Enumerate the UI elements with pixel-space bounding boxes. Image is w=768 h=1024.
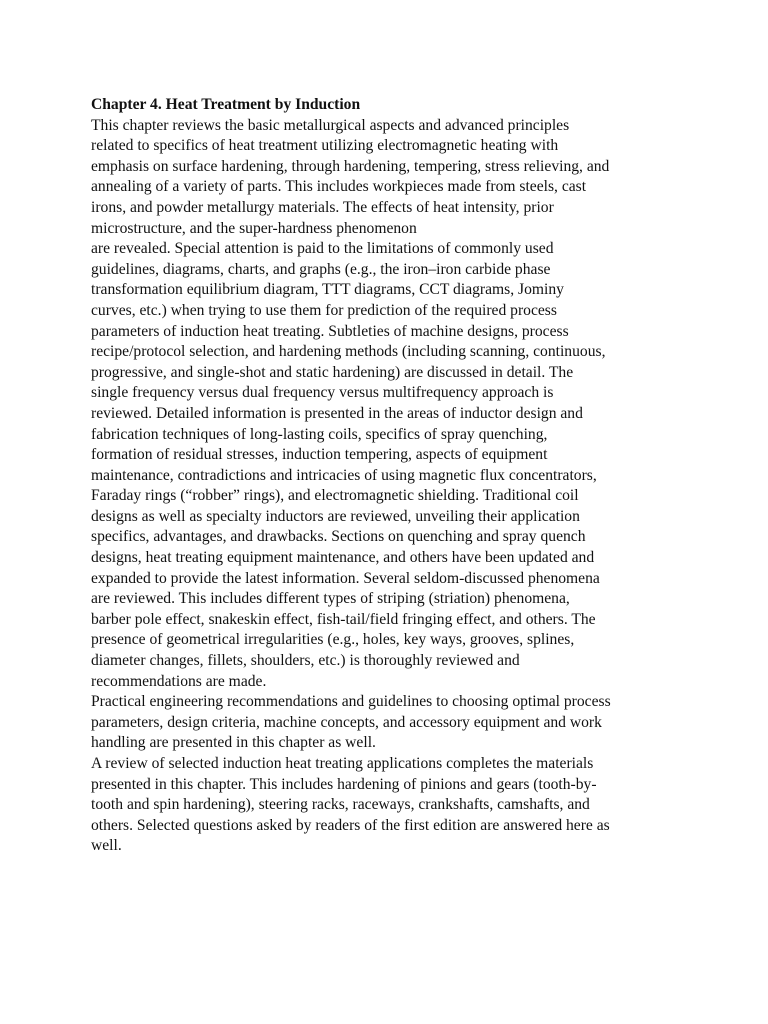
body-line: specifics, advantages, and drawbacks. Sections on quenching and spray quench <box>91 528 586 546</box>
body-line: irons, and powder metallurgy materials. The effects of heat intensity, prior <box>91 198 554 216</box>
body-line: tooth and spin hardening), steering racks, raceways, crankshafts, camshafts, and <box>91 796 590 814</box>
body-line: parameters of induction heat treating. Subtleties of machine designs, process <box>91 322 569 340</box>
body-line: handling are presented in this chapter as well. <box>91 734 376 752</box>
body-line: Practical engineering recommendations and guidelines to choosing optimal process <box>91 693 611 711</box>
body-line: This chapter reviews the basic metallurgical aspects and advanced principles <box>91 116 570 134</box>
chapter-title: Chapter 4. Heat Treatment by Induction <box>91 96 361 113</box>
body-line: transformation equilibrium diagram, TTT diagrams, CCT diagrams, Jominy <box>91 281 564 299</box>
body-line: well. <box>91 837 122 855</box>
body-line: are reviewed. This includes different types of striping (striation) phenomena, <box>91 590 570 608</box>
body-line: diameter changes, fillets, shoulders, etc.) is thoroughly reviewed and <box>91 652 520 670</box>
body-line: emphasis on surface hardening, through hardening, tempering, stress relieving, and <box>91 157 610 175</box>
body-line: guidelines, diagrams, charts, and graphs (e.g., the iron–iron carbide phase <box>91 260 551 278</box>
body-line: recipe/protocol selection, and hardening methods (including scanning, continuous, <box>91 343 606 361</box>
body-line: reviewed. Detailed information is presented in the areas of inductor design and <box>91 404 583 422</box>
body-line: designs, heat treating equipment maintenance, and others have been updated and <box>91 549 595 567</box>
body-line: A review of selected induction heat treating applications completes the materials <box>91 755 594 772</box>
body-line: annealing of a variety of parts. This includes workpieces made from steels, cast <box>91 178 587 196</box>
body-line: Faraday rings (“robber” rings), and electromagnetic shielding. Traditional coil <box>91 487 579 505</box>
body-line: curves, etc.) when trying to use them for prediction of the required process <box>91 301 557 319</box>
body-line: presence of geometrical irregularities (e.g., holes, key ways, grooves, splines, <box>91 631 575 649</box>
body-line: presented in this chapter. This includes hardening of pinions and gears (tooth-by- <box>91 775 597 793</box>
body-line: recommendations are made. <box>91 672 267 690</box>
body-line: progressive, and single-shot and static hardening) are discussed in detail. The <box>91 363 574 381</box>
body-line: designs as well as specialty inductors are reviewed, unveiling their application <box>91 507 580 525</box>
body-line: fabrication techniques of long-lasting coils, specifics of spray quenching, <box>91 425 548 443</box>
body-line: expanded to provide the latest information. Several seldom-discussed phenomena <box>91 569 600 587</box>
body-line: formation of residual stresses, induction tempering, aspects of equipment <box>91 446 548 464</box>
body-line: barber pole effect, snakeskin effect, fish-tail/field fringing effect, and others. The <box>91 610 596 628</box>
body-line: others. Selected questions asked by readers of the first edition are answered here as <box>91 816 610 834</box>
chapter-body <box>91 116 691 857</box>
body-line: are revealed. Special attention is paid to the limitations of commonly used <box>91 240 554 258</box>
body-line: microstructure, and the super-hardness phenomenon <box>91 219 417 237</box>
body-line: related to specifics of heat treatment utilizing electromagnetic heating with <box>91 137 559 155</box>
body-line: single frequency versus dual frequency versus multifrequency approach is <box>91 384 554 402</box>
body-line: maintenance, contradictions and intricacies of using magnetic flux concentrators, <box>91 466 597 484</box>
body-line: parameters, design criteria, machine concepts, and accessory equipment and work <box>91 713 602 731</box>
document-page <box>91 95 691 857</box>
